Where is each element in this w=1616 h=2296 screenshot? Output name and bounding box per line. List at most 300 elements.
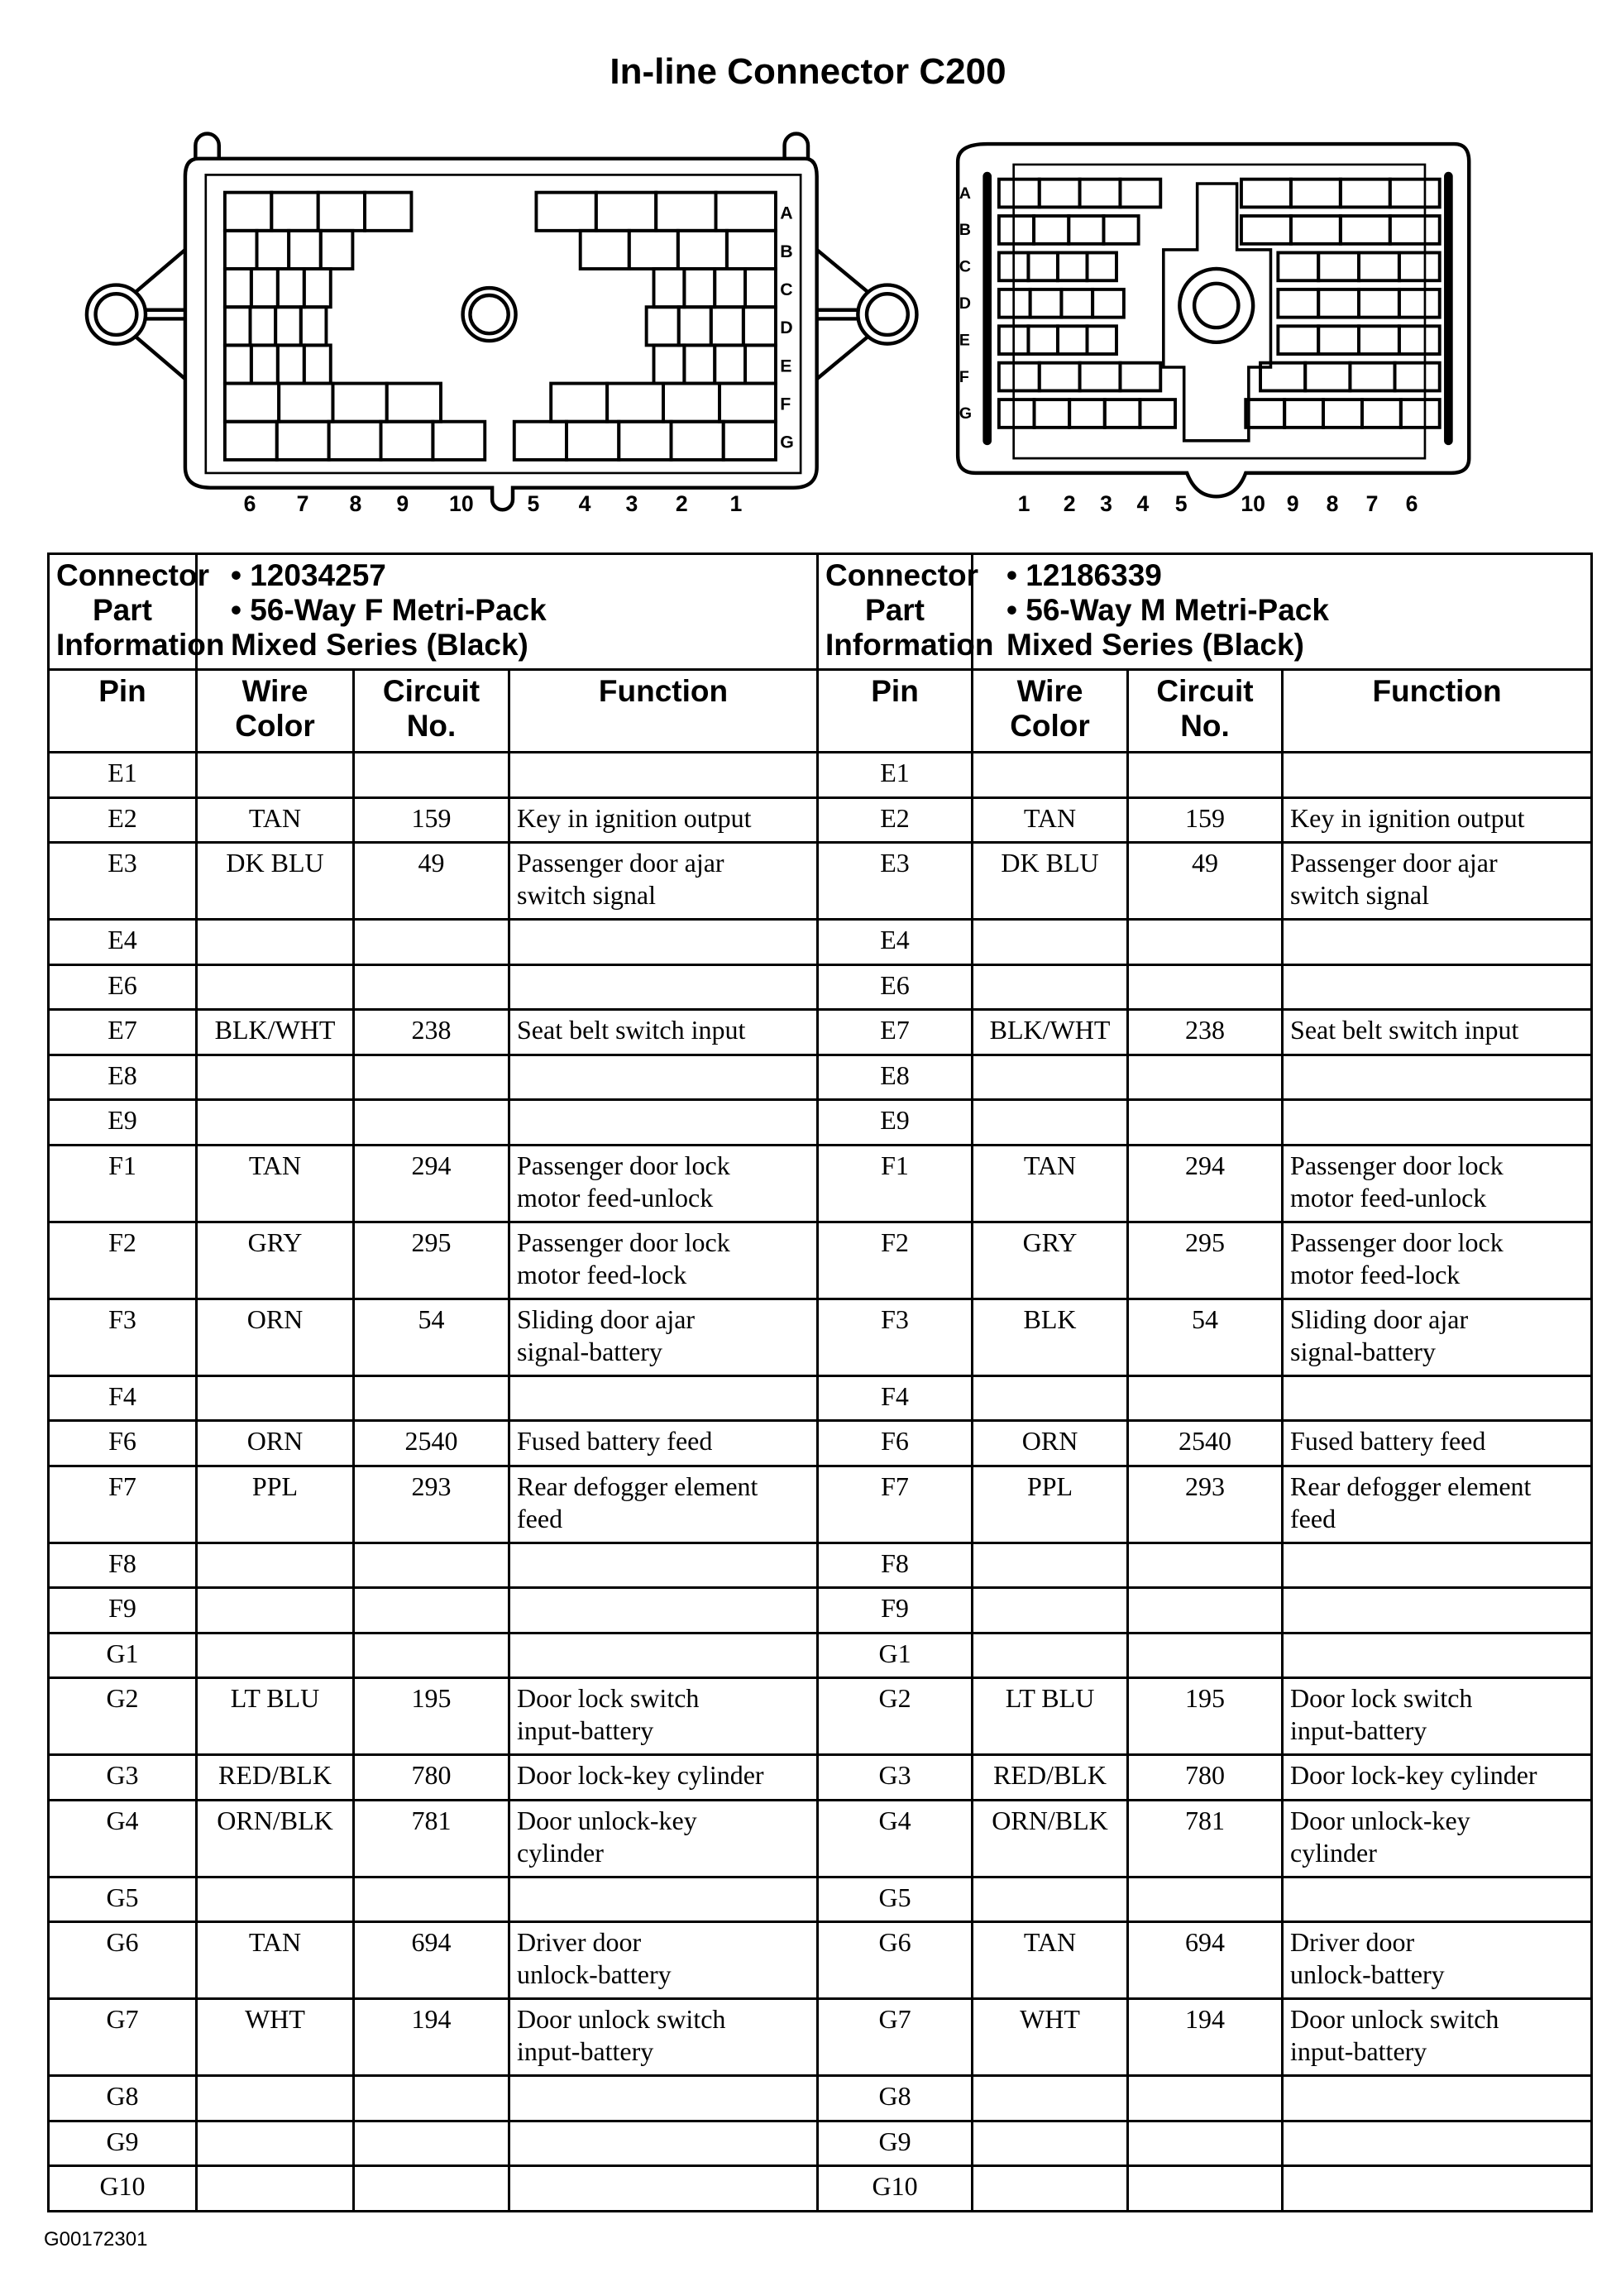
- pin-cavity: [1401, 399, 1440, 428]
- circuit-cell: 293: [354, 1466, 509, 1543]
- pin-cavity: [1028, 252, 1058, 280]
- table-row: [49, 1055, 1592, 1100]
- pin-cell: G2: [49, 1678, 197, 1755]
- pin-cavity: [745, 269, 776, 307]
- row-label: G: [959, 404, 973, 423]
- function-cell: Door lock switch input-battery: [509, 1678, 818, 1755]
- column-header-wire-color: Wire Color: [197, 670, 354, 753]
- circuit-cell: [1128, 2076, 1283, 2121]
- wire-color-cell: [973, 1877, 1128, 1922]
- circuit-cell: [354, 1877, 509, 1922]
- connector-part-info: • 12034257 • 56-Way F Metri-Pack Mixed Series (Black): [197, 554, 818, 670]
- pin-cell: F9: [49, 1588, 197, 1634]
- circuit-cell: 238: [1128, 1010, 1283, 1055]
- male-connector-face-view: [958, 144, 1469, 516]
- wire-color-cell: GRY: [973, 1222, 1128, 1299]
- pin-cavity: [607, 384, 663, 422]
- wire-color-cell: LT BLU: [197, 1678, 354, 1755]
- wire-color-cell: WHT: [197, 1999, 354, 2076]
- pin-cell: G8: [49, 2076, 197, 2121]
- pin-cavity: [1030, 289, 1062, 318]
- pin-cavity: [551, 384, 607, 422]
- pin-cavity: [1318, 289, 1359, 318]
- table-row: [49, 1543, 1592, 1588]
- pin-cavity: [387, 384, 441, 422]
- pin-cavity: [304, 345, 331, 383]
- wire-color-cell: PPL: [973, 1466, 1128, 1543]
- table-row: [49, 2076, 1592, 2121]
- wire-color-cell: ORN: [197, 1299, 354, 1375]
- pin-cavity: [1080, 179, 1121, 208]
- pin-number: 10: [1241, 491, 1265, 517]
- table-row: [49, 1299, 1592, 1375]
- pin-cavity: [1341, 216, 1390, 244]
- table-row: [49, 1010, 1592, 1055]
- wire-color-cell: WHT: [973, 1999, 1128, 2076]
- row-label: G: [780, 432, 794, 452]
- connector-body: [958, 144, 1469, 496]
- pin-cavity: [1140, 399, 1175, 428]
- wire-color-cell: RED/BLK: [973, 1755, 1128, 1801]
- circuit-cell: [1128, 1375, 1283, 1421]
- pin-cavity: [743, 307, 776, 345]
- wire-color-cell: BLK: [973, 1299, 1128, 1375]
- pin-cavity: [1390, 216, 1440, 244]
- pin-cavity: [1399, 289, 1440, 318]
- function-cell: Rear defogger element feed: [1283, 1466, 1592, 1543]
- function-cell: Rear defogger element feed: [509, 1466, 818, 1543]
- table-row: [49, 1633, 1592, 1678]
- pin-number: 2: [1063, 491, 1076, 517]
- pin-cavity: [1120, 363, 1160, 391]
- pin-cell: G9: [818, 2121, 973, 2166]
- connector-part-info-label: Connector Part Information: [818, 554, 973, 670]
- function-cell: Key in ignition output: [1283, 797, 1592, 843]
- pin-cell: G6: [49, 1922, 197, 1999]
- wire-color-cell: [973, 2121, 1128, 2166]
- pin-cavity: [647, 307, 679, 345]
- circuit-cell: [1128, 920, 1283, 965]
- pin-cell: E3: [818, 843, 973, 920]
- pin-cell: G4: [49, 1800, 197, 1877]
- pin-cell: G10: [49, 2166, 197, 2212]
- pin-cavity: [1040, 363, 1080, 391]
- pin-cell: F4: [818, 1375, 973, 1421]
- pin-cavity: [1359, 289, 1399, 318]
- table-row: [49, 2121, 1592, 2166]
- function-cell: Passenger door ajar switch signal: [1283, 843, 1592, 920]
- circuit-cell: [354, 1588, 509, 1634]
- wire-color-cell: [973, 1375, 1128, 1421]
- pin-cavity: [289, 231, 321, 269]
- circuit-cell: [354, 1100, 509, 1146]
- function-cell: Seat belt switch input: [509, 1010, 818, 1055]
- pin-number: 9: [1286, 491, 1299, 517]
- pin-cavity: [684, 269, 715, 307]
- pin-cavity: [1069, 216, 1103, 244]
- table-row: [49, 1800, 1592, 1877]
- circuit-cell: [354, 920, 509, 965]
- pin-cavity: [251, 345, 278, 383]
- function-cell: [509, 1633, 818, 1678]
- circuit-cell: [354, 2121, 509, 2166]
- pin-cavity: [1105, 399, 1140, 428]
- pin-cavity: [654, 269, 685, 307]
- pin-cavity: [1284, 399, 1323, 428]
- pin-cavity: [1278, 252, 1318, 280]
- function-cell: [509, 1100, 818, 1146]
- pin-cell: G7: [49, 1999, 197, 2076]
- pin-number: 3: [1100, 491, 1112, 517]
- pin-number: 6: [1405, 491, 1418, 517]
- connector-part-info-label: Connector Part Information: [49, 554, 197, 670]
- wire-color-cell: [197, 920, 354, 965]
- circuit-cell: 294: [1128, 1145, 1283, 1222]
- pin-cell: G4: [818, 1800, 973, 1877]
- pin-cavity: [365, 193, 411, 231]
- circuit-cell: [354, 2076, 509, 2121]
- wire-color-cell: ORN/BLK: [973, 1800, 1128, 1877]
- function-cell: Passenger door ajar switch signal: [509, 843, 818, 920]
- pin-number: 5: [527, 491, 540, 517]
- function-cell: [509, 1877, 818, 1922]
- pin-cavity: [536, 193, 595, 231]
- pin-cell: E8: [49, 1055, 197, 1100]
- pin-cell: F3: [49, 1299, 197, 1375]
- pin-cavity: [715, 269, 745, 307]
- circuit-cell: 49: [1128, 843, 1283, 920]
- pin-cavity: [1028, 326, 1058, 354]
- function-cell: Driver door unlock-battery: [1283, 1922, 1592, 1999]
- function-cell: Door unlock-key cylinder: [509, 1800, 818, 1877]
- pin-cavity: [1061, 289, 1092, 318]
- pin-cavity: [1092, 289, 1124, 318]
- wire-color-cell: RED/BLK: [197, 1755, 354, 1801]
- row-label: F: [959, 367, 969, 386]
- pin-cavity: [619, 422, 671, 460]
- pin-number: 6: [243, 491, 256, 517]
- pin-cavity: [999, 179, 1040, 208]
- female-connector-face-view: [87, 134, 916, 516]
- function-cell: [1283, 753, 1592, 798]
- function-cell: Key in ignition output: [509, 797, 818, 843]
- wire-color-cell: [973, 2076, 1128, 2121]
- column-header-function: Function: [1283, 670, 1592, 753]
- circuit-cell: [354, 2166, 509, 2212]
- function-cell: Door unlock-key cylinder: [1283, 1800, 1592, 1877]
- function-cell: [509, 2076, 818, 2121]
- pin-cavity: [1034, 216, 1069, 244]
- wire-color-cell: TAN: [197, 1922, 354, 1999]
- pin-cavity: [1069, 399, 1105, 428]
- pin-cavity: [278, 345, 304, 383]
- connector-part-info: • 12186339 • 56-Way M Metri-Pack Mixed Series (Black): [973, 554, 1592, 670]
- pin-cavity: [1291, 179, 1341, 208]
- circuit-cell: [1128, 2121, 1283, 2166]
- pin-cavity: [1058, 252, 1088, 280]
- pin-cell: F2: [818, 1222, 973, 1299]
- pin-cell: G3: [818, 1755, 973, 1801]
- pin-number: 1: [729, 491, 743, 517]
- circuit-cell: 2540: [1128, 1421, 1283, 1466]
- circuit-cell: [354, 1055, 509, 1100]
- locking-tab: [195, 134, 218, 159]
- circuit-cell: [354, 964, 509, 1010]
- pin-cavity: [225, 345, 251, 383]
- circuit-cell: 195: [354, 1678, 509, 1755]
- pin-cavity: [251, 269, 278, 307]
- table-row: [49, 1222, 1592, 1299]
- column-header-pin: Pin: [49, 670, 197, 753]
- pin-number: 8: [1326, 491, 1339, 517]
- wire-color-cell: ORN/BLK: [197, 1800, 354, 1877]
- pin-cavity: [278, 269, 304, 307]
- wire-color-cell: GRY: [197, 1222, 354, 1299]
- part-info-row: [49, 554, 1592, 670]
- pin-cell: E9: [49, 1100, 197, 1146]
- table-row: [49, 964, 1592, 1010]
- table-row: [49, 1678, 1592, 1755]
- table-row: [49, 1145, 1592, 1222]
- pin-cavity: [277, 422, 329, 460]
- pin-cell: G6: [818, 1922, 973, 1999]
- pin-cell: E8: [818, 1055, 973, 1100]
- pin-cavity: [1278, 326, 1318, 354]
- pin-cavity: [711, 307, 743, 345]
- row-label: A: [959, 184, 972, 203]
- function-cell: [1283, 1588, 1592, 1634]
- pin-cavity: [654, 345, 685, 383]
- circuit-cell: [354, 753, 509, 798]
- wire-color-cell: [197, 1100, 354, 1146]
- pin-number: 7: [1365, 491, 1379, 517]
- pin-cell: F3: [818, 1299, 973, 1375]
- column-header-circuit-no: Circuit No.: [354, 670, 509, 753]
- table-row: [49, 920, 1592, 965]
- pin-cavity: [1390, 179, 1440, 208]
- pin-cavity: [1291, 216, 1341, 244]
- function-cell: Seat belt switch input: [1283, 1010, 1592, 1055]
- row-label: E: [780, 356, 792, 376]
- wire-color-cell: [973, 1543, 1128, 1588]
- function-cell: [1283, 2166, 1592, 2212]
- column-header-function: Function: [509, 670, 818, 753]
- pin-number: 4: [578, 491, 591, 517]
- pin-cell: G7: [818, 1999, 973, 2076]
- wire-color-cell: [973, 2166, 1128, 2212]
- function-cell: [509, 1588, 818, 1634]
- function-cell: [509, 2166, 818, 2212]
- function-cell: Fused battery feed: [509, 1421, 818, 1466]
- circuit-cell: 238: [354, 1010, 509, 1055]
- pin-cavity: [1120, 179, 1160, 208]
- row-label: A: [780, 203, 793, 223]
- row-label: D: [780, 318, 793, 338]
- pin-cavity: [1241, 216, 1291, 244]
- table-row: [49, 1922, 1592, 1999]
- pin-cell: E3: [49, 843, 197, 920]
- pin-cell: F7: [818, 1466, 973, 1543]
- pin-cavity: [1103, 216, 1138, 244]
- pin-cavity: [1241, 179, 1291, 208]
- table-row: [49, 1755, 1592, 1801]
- pin-cavity: [1058, 326, 1088, 354]
- circuit-cell: 159: [1128, 797, 1283, 843]
- pin-cavity: [581, 231, 629, 269]
- pin-cavity: [715, 345, 745, 383]
- pin-cavity: [745, 345, 776, 383]
- pin-cavity: [1318, 252, 1359, 280]
- pin-cell: F1: [818, 1145, 973, 1222]
- pin-number: 3: [625, 491, 638, 517]
- circuit-cell: [354, 1633, 509, 1678]
- table-row: [49, 843, 1592, 920]
- circuit-cell: [354, 1375, 509, 1421]
- circuit-cell: 49: [354, 843, 509, 920]
- wire-color-cell: [973, 920, 1128, 965]
- pin-cavity: [225, 269, 251, 307]
- pin-cavity: [251, 307, 276, 345]
- wire-color-cell: [197, 1633, 354, 1678]
- pin-cavity: [1305, 363, 1350, 391]
- wire-color-cell: TAN: [197, 1145, 354, 1222]
- function-cell: Door lock-key cylinder: [1283, 1755, 1592, 1801]
- pin-cavity: [1399, 252, 1440, 280]
- pin-cavity: [271, 193, 318, 231]
- wire-color-cell: ORN: [197, 1421, 354, 1466]
- function-cell: Passenger door lock motor feed-unlock: [509, 1145, 818, 1222]
- wire-color-cell: TAN: [973, 1145, 1128, 1222]
- function-cell: [1283, 2121, 1592, 2166]
- row-label: C: [780, 279, 793, 299]
- pin-number: 5: [1174, 491, 1188, 517]
- pin-cell: F6: [818, 1421, 973, 1466]
- pin-cell: F1: [49, 1145, 197, 1222]
- pin-cell: G9: [49, 2121, 197, 2166]
- wire-color-cell: TAN: [973, 797, 1128, 843]
- circuit-cell: [1128, 2166, 1283, 2212]
- pin-cell: E4: [49, 920, 197, 965]
- pin-cavity: [1350, 363, 1394, 391]
- function-cell: [509, 2121, 818, 2166]
- pin-cell: E7: [49, 1010, 197, 1055]
- function-cell: Door unlock switch input-battery: [509, 1999, 818, 2076]
- pin-cell: F7: [49, 1466, 197, 1543]
- pin-cavity: [1087, 326, 1116, 354]
- wire-color-cell: [973, 964, 1128, 1010]
- wire-color-cell: ORN: [973, 1421, 1128, 1466]
- table-row: [49, 1466, 1592, 1543]
- table-row: [49, 1588, 1592, 1634]
- wire-color-cell: [197, 1877, 354, 1922]
- row-label: D: [959, 294, 972, 313]
- wire-color-cell: [973, 1633, 1128, 1678]
- pin-cavity: [629, 231, 678, 269]
- pin-cell: G3: [49, 1755, 197, 1801]
- row-label: B: [959, 221, 972, 240]
- wire-color-cell: BLK/WHT: [197, 1010, 354, 1055]
- pin-cavity: [304, 269, 331, 307]
- circuit-cell: 780: [1128, 1755, 1283, 1801]
- center-bolt-hole: [1179, 269, 1253, 342]
- circuit-cell: [1128, 753, 1283, 798]
- pin-cavity: [318, 193, 365, 231]
- pin-cavity: [999, 216, 1034, 244]
- pin-cavity: [275, 307, 301, 345]
- table-row: [49, 1421, 1592, 1466]
- pin-cell: E4: [818, 920, 973, 965]
- pin-cell: G2: [818, 1678, 973, 1755]
- pin-cavity: [381, 422, 433, 460]
- pin-cavity: [301, 307, 327, 345]
- wire-color-cell: TAN: [197, 797, 354, 843]
- function-cell: [509, 1375, 818, 1421]
- function-cell: Sliding door ajar signal-battery: [1283, 1299, 1592, 1375]
- circuit-cell: 194: [1128, 1999, 1283, 2076]
- pin-cell: G5: [818, 1877, 973, 1922]
- pin-cell: F2: [49, 1222, 197, 1299]
- wire-color-cell: [973, 1100, 1128, 1146]
- pin-cell: E1: [49, 753, 197, 798]
- pin-number: 10: [449, 491, 474, 517]
- row-label: B: [780, 241, 793, 261]
- pin-cavity: [1080, 363, 1121, 391]
- function-cell: Passenger door lock motor feed-lock: [509, 1222, 818, 1299]
- pin-cell: F4: [49, 1375, 197, 1421]
- wire-color-cell: [197, 1055, 354, 1100]
- column-header-row: [49, 670, 1592, 753]
- pin-cavity: [1323, 399, 1362, 428]
- pin-number: 7: [296, 491, 309, 517]
- function-cell: Door unlock switch input-battery: [1283, 1999, 1592, 2076]
- wire-color-cell: [197, 1543, 354, 1588]
- page-title: In-line Connector C200: [610, 51, 1006, 92]
- function-cell: [509, 920, 818, 965]
- pin-cavity: [225, 193, 271, 231]
- table-row: [49, 2166, 1592, 2212]
- wire-color-cell: [197, 2166, 354, 2212]
- wire-color-cell: DK BLU: [197, 843, 354, 920]
- pin-cavity: [567, 422, 619, 460]
- function-cell: [509, 1543, 818, 1588]
- wire-color-cell: [197, 753, 354, 798]
- pin-cavity: [1341, 179, 1390, 208]
- circuit-cell: 781: [354, 1800, 509, 1877]
- pin-cavity: [1359, 252, 1399, 280]
- pin-cavity: [663, 384, 720, 422]
- pin-cell: E6: [49, 964, 197, 1010]
- circuit-cell: 295: [354, 1222, 509, 1299]
- circuit-cell: 54: [354, 1299, 509, 1375]
- circuit-cell: [1128, 1633, 1283, 1678]
- pin-cell: E1: [818, 753, 973, 798]
- pin-cell: G8: [818, 2076, 973, 2121]
- circuit-cell: [1128, 964, 1283, 1010]
- function-cell: [1283, 1055, 1592, 1100]
- table-row: [49, 753, 1592, 798]
- pin-cavity: [720, 384, 776, 422]
- pin-cell: E2: [49, 797, 197, 843]
- pin-cavity: [1087, 252, 1116, 280]
- function-cell: [1283, 920, 1592, 965]
- function-cell: Door lock switch input-battery: [1283, 1678, 1592, 1755]
- pin-cavity: [433, 422, 485, 460]
- pin-cavity: [514, 422, 567, 460]
- pin-cavity: [999, 363, 1040, 391]
- pin-cavity: [225, 231, 257, 269]
- function-cell: [1283, 1100, 1592, 1146]
- circuit-cell: [1128, 1543, 1283, 1588]
